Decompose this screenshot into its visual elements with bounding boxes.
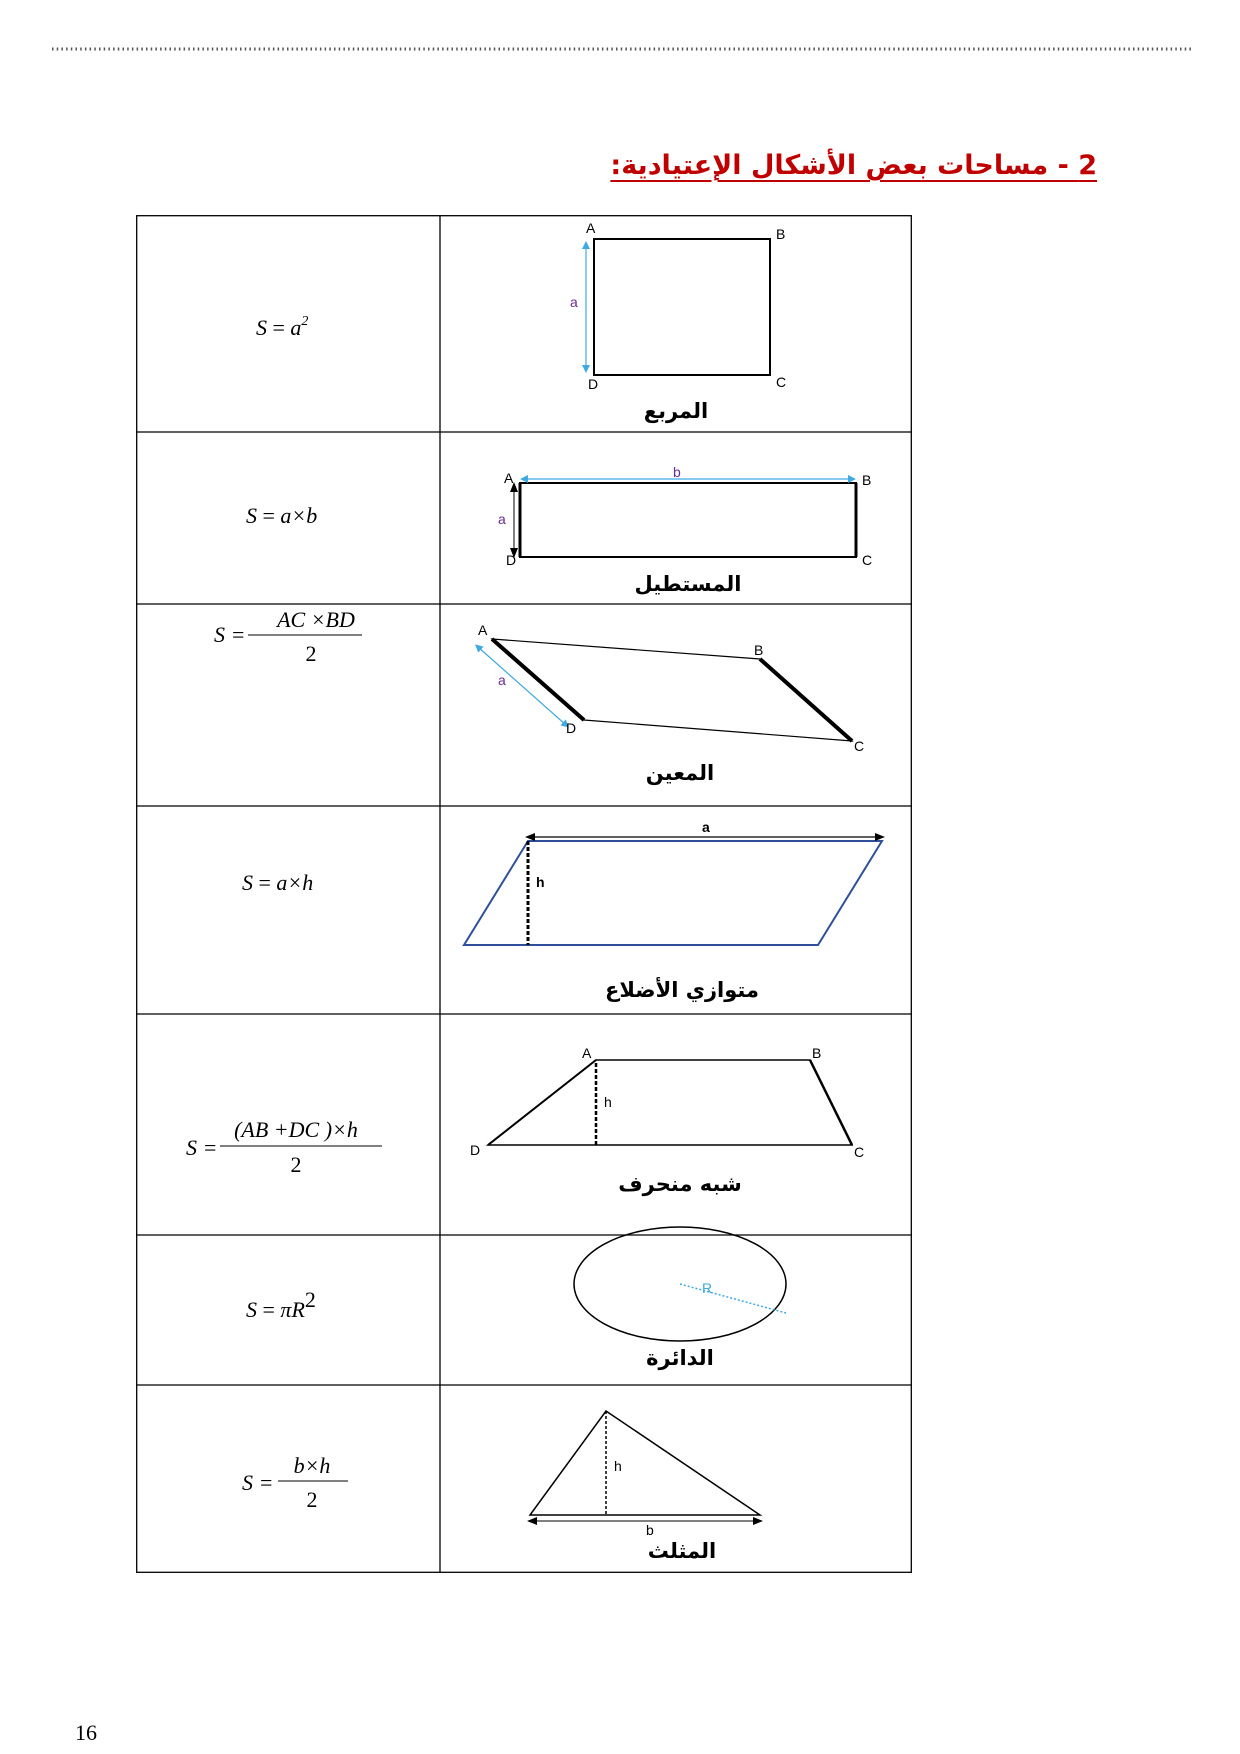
shapes-table xyxy=(136,215,912,1573)
side-label-a: a xyxy=(498,672,506,688)
svg-text:2: 2 xyxy=(290,1152,302,1177)
row-rectangle xyxy=(246,464,872,596)
formula-parallelogram: S = a×h xyxy=(242,870,314,895)
rhombus-figure xyxy=(478,622,864,754)
vertex-b: B xyxy=(776,226,786,242)
page-number: 16 xyxy=(75,1720,97,1745)
row-triangle xyxy=(242,1411,760,1563)
vertex-d: D xyxy=(566,720,577,736)
formula-trapezoid xyxy=(186,1117,382,1177)
side-label-a: a xyxy=(498,511,506,527)
side-label-r: R xyxy=(702,1280,713,1296)
svg-text:=: = xyxy=(204,1135,217,1160)
svg-text:S: S xyxy=(242,1470,253,1495)
shape-name-rectangle: المستطيل xyxy=(634,572,742,596)
circle-figure xyxy=(574,1227,786,1341)
top-dashed-rule xyxy=(52,44,1192,54)
vertex-b: B xyxy=(862,472,872,488)
side-label-h: h xyxy=(536,874,545,890)
shape-name-trapezoid: شبه منحرف xyxy=(618,1172,742,1196)
formula-circle: S = πR2 xyxy=(246,1287,316,1322)
rectangle-figure xyxy=(498,464,872,568)
formula-square: $S = a^2$ xyxy=(256,314,309,340)
triangle-figure xyxy=(530,1411,760,1538)
vertex-a: A xyxy=(582,1045,592,1061)
side-label-b: b xyxy=(646,1522,654,1538)
vertex-d: D xyxy=(470,1142,481,1158)
shape-name-parallelogram: متوازي الأضلاع xyxy=(604,978,760,1002)
trapezoid-figure xyxy=(470,1045,864,1160)
row-parallelogram xyxy=(242,819,882,1003)
vertex-c: C xyxy=(862,552,873,568)
section-title: 2 - مساحات بعض الأشكال الإعتيادية: xyxy=(610,150,1097,181)
row-circle xyxy=(246,1227,786,1370)
row-rhombus xyxy=(214,607,864,785)
svg-text:2: 2 xyxy=(305,641,317,666)
vertex-c: C xyxy=(854,738,865,754)
square-figure xyxy=(570,220,786,392)
svg-text:(AB +DC )×h: (AB +DC )×h xyxy=(234,1117,358,1142)
svg-text:b×h: b×h xyxy=(293,1453,331,1478)
shape-name-circle: الدائرة xyxy=(646,1346,714,1370)
parallelogram-figure xyxy=(464,819,882,945)
vertex-b: B xyxy=(812,1045,822,1061)
vertex-a: A xyxy=(504,470,514,486)
side-label-h: h xyxy=(604,1094,612,1110)
formula-rectangle: S = a×b xyxy=(246,503,318,528)
vertex-a: A xyxy=(586,220,596,236)
vertex-a: A xyxy=(478,622,488,638)
svg-text:2: 2 xyxy=(306,1487,318,1512)
svg-text:S: S xyxy=(186,1135,197,1160)
vertex-b: B xyxy=(754,642,764,658)
shape-name-rhombus: المعين xyxy=(645,761,715,785)
svg-text:=: = xyxy=(232,622,245,647)
formula-triangle xyxy=(242,1453,348,1512)
svg-text:=: = xyxy=(260,1470,273,1495)
row-square xyxy=(256,220,786,423)
vertex-c: C xyxy=(776,374,787,390)
formula-rhombus xyxy=(214,607,362,666)
row-trapezoid xyxy=(186,1045,864,1196)
side-label-a: a xyxy=(702,819,710,835)
svg-text:AC ×BD: AC ×BD xyxy=(277,607,355,632)
side-label-b: b xyxy=(673,464,681,480)
svg-text:S: S xyxy=(214,622,225,647)
vertex-d: D xyxy=(588,376,599,392)
vertex-c: C xyxy=(854,1144,865,1160)
vertex-d: D xyxy=(506,552,517,568)
shape-name-square: المربع xyxy=(643,399,709,423)
side-label-a: a xyxy=(570,294,578,310)
side-label-h: h xyxy=(614,1458,622,1474)
shape-name-triangle: المثلث xyxy=(647,1539,717,1563)
